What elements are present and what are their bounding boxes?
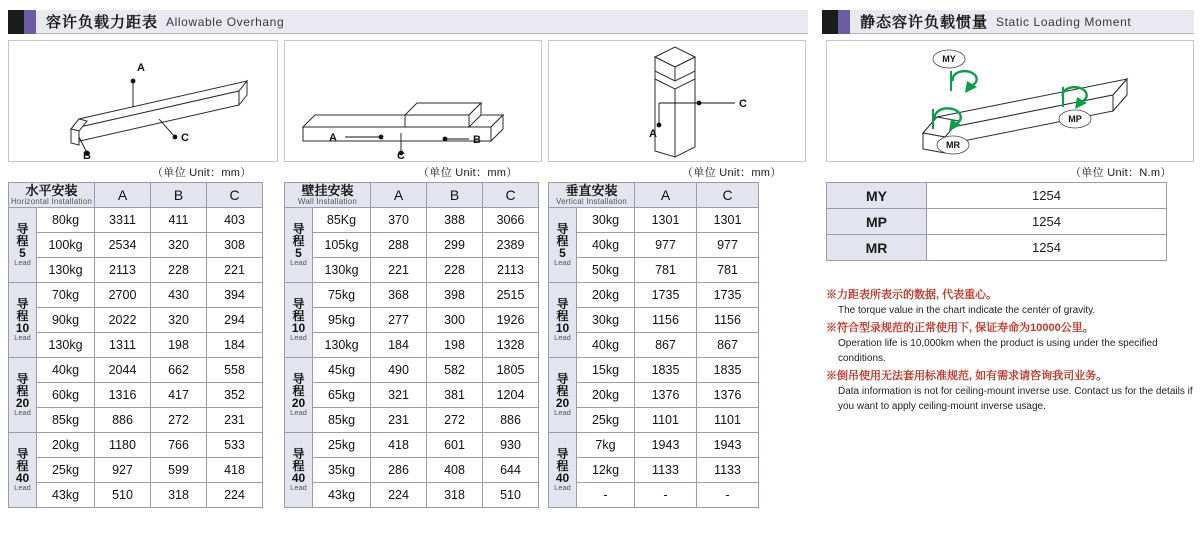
load-cell: 100kg	[37, 233, 95, 258]
value-cell-C: 1133	[697, 458, 759, 483]
value-cell-B: 299	[427, 233, 483, 258]
load-cell: 25kg	[313, 433, 371, 458]
value-cell-B: 381	[427, 383, 483, 408]
value-cell-B: 272	[151, 408, 207, 433]
table-row	[9, 308, 263, 333]
svg-text:B: B	[473, 134, 481, 146]
value-cell-B: 599	[151, 458, 207, 483]
table-row	[549, 458, 759, 483]
load-cell: 25kg	[577, 408, 635, 433]
value-cell-B: 398	[427, 283, 483, 308]
table-row	[549, 383, 759, 408]
load-cell: 85Kg	[313, 208, 371, 233]
moment-label: MP	[827, 209, 927, 235]
table-static-loading-moment	[826, 182, 1167, 261]
lead-group-cell: 导 程 10 Lead	[549, 283, 577, 358]
load-cell: 40kg	[577, 233, 635, 258]
table-row	[9, 233, 263, 258]
value-cell-A: 886	[95, 408, 151, 433]
value-cell-A: 1133	[635, 458, 697, 483]
value-cell-B: 430	[151, 283, 207, 308]
value-cell-C: 1101	[697, 408, 759, 433]
moment-row	[827, 209, 1167, 235]
section-title-cn: 容许负载力距表	[46, 14, 159, 31]
table-header-row	[285, 183, 539, 208]
table-header-row	[9, 183, 263, 208]
table-row	[9, 283, 263, 308]
section-title-cn: 静态容许负载惯量	[860, 14, 989, 31]
table-title-en: Wall Installation	[297, 196, 358, 206]
column-header-A: A	[635, 183, 697, 208]
table-horizontal-installation	[8, 182, 263, 508]
table-row	[9, 383, 263, 408]
load-cell: 20kg	[37, 433, 95, 458]
table-title-cell	[285, 183, 371, 208]
load-cell: 35kg	[313, 458, 371, 483]
unit-label-nm-moment: （单位 Unit：N.m）	[1070, 167, 1172, 179]
load-cell: 45kg	[313, 358, 371, 383]
column-header-A: A	[371, 183, 427, 208]
svg-text:A: A	[329, 132, 337, 144]
lead-group-cell: 导 程 40 Lead	[9, 433, 37, 508]
table-row	[9, 408, 263, 433]
table-row	[285, 333, 539, 358]
diagram-wall-installation	[284, 40, 542, 162]
svg-text:A: A	[137, 62, 145, 74]
value-cell-B: 601	[427, 433, 483, 458]
load-cell: 80kg	[37, 208, 95, 233]
table-row	[549, 208, 759, 233]
header-body	[850, 10, 1194, 34]
value-cell-C: 1376	[697, 383, 759, 408]
table-title-cn: 垂直安装	[565, 182, 618, 198]
value-cell-A: 2044	[95, 358, 151, 383]
value-cell-A: 1301	[635, 208, 697, 233]
table-row	[549, 333, 759, 358]
table-row	[285, 283, 539, 308]
table-row	[285, 308, 539, 333]
table-row	[9, 208, 263, 233]
load-cell: 30kg	[577, 208, 635, 233]
moment-row	[827, 183, 1167, 209]
value-cell-A: 1943	[635, 433, 697, 458]
note-en: The torque value in the chart indicate the center of gravity.	[838, 304, 1096, 316]
value-cell-C: 224	[207, 483, 263, 508]
lead-group-cell: 导 程 20 Lead	[285, 358, 313, 433]
value-cell-A: 224	[371, 483, 427, 508]
value-cell-C: -	[697, 483, 759, 508]
value-cell-B: 662	[151, 358, 207, 383]
notes-block	[826, 288, 1200, 417]
value-cell-A: 2113	[95, 258, 151, 283]
value-cell-A: 1180	[95, 433, 151, 458]
load-cell: 20kg	[577, 283, 635, 308]
moment-row	[827, 235, 1167, 261]
load-cell: 130kg	[37, 258, 95, 283]
table-row	[549, 258, 759, 283]
value-cell-C: 231	[207, 408, 263, 433]
load-cell: -	[577, 483, 635, 508]
table-row	[9, 433, 263, 458]
load-cell: 25kg	[37, 458, 95, 483]
note-item	[826, 288, 1200, 318]
value-cell-C: 2389	[483, 233, 539, 258]
value-cell-C: 1301	[697, 208, 759, 233]
value-cell-B: 198	[427, 333, 483, 358]
table-title-cell	[9, 183, 95, 208]
value-cell-C: 1943	[697, 433, 759, 458]
load-cell: 43kg	[313, 483, 371, 508]
table-row	[549, 283, 759, 308]
value-cell-A: 1311	[95, 333, 151, 358]
value-cell-C: 930	[483, 433, 539, 458]
value-cell-A: 2700	[95, 283, 151, 308]
diagram-static-loading-moment	[826, 40, 1194, 162]
load-cell: 105kg	[313, 233, 371, 258]
value-cell-A: 286	[371, 458, 427, 483]
value-cell-C: 867	[697, 333, 759, 358]
table-title-cn: 水平安装	[25, 182, 78, 198]
load-cell: 7kg	[577, 433, 635, 458]
svg-text:MP: MP	[1068, 114, 1082, 124]
value-cell-A: 418	[371, 433, 427, 458]
value-cell-A: 288	[371, 233, 427, 258]
value-cell-C: 1328	[483, 333, 539, 358]
value-cell-B: 300	[427, 308, 483, 333]
table-row	[549, 308, 759, 333]
svg-text:MY: MY	[942, 54, 956, 64]
value-cell-C: 510	[483, 483, 539, 508]
table-row	[285, 408, 539, 433]
table-vertical-installation	[548, 182, 759, 508]
table-row	[549, 483, 759, 508]
value-cell-B: 388	[427, 208, 483, 233]
value-cell-B: 582	[427, 358, 483, 383]
note-en: Data information is not for ceiling-mount inverse use. Contact us for the details if you want to apply ceiling-mount inverse usage.	[838, 386, 1193, 412]
value-cell-A: 927	[95, 458, 151, 483]
load-cell: 20kg	[577, 383, 635, 408]
lead-group-cell: 导 程 20 Lead	[9, 358, 37, 433]
wall-drawing	[285, 41, 541, 161]
table-header-row	[549, 183, 759, 208]
value-cell-A: 370	[371, 208, 427, 233]
table-row	[285, 358, 539, 383]
svg-text:A: A	[649, 128, 657, 140]
value-cell-C: 886	[483, 408, 539, 433]
table-row	[9, 458, 263, 483]
value-cell-B: 198	[151, 333, 207, 358]
table-row	[549, 408, 759, 433]
load-cell: 12kg	[577, 458, 635, 483]
table-title-en: Horizontal Installation	[10, 196, 93, 206]
value-cell-A: 368	[371, 283, 427, 308]
header-accent-dark	[822, 10, 838, 34]
note-item	[826, 369, 1200, 414]
value-cell-C: 781	[697, 258, 759, 283]
value-cell-B: 411	[151, 208, 207, 233]
section-header-allowable-overhang	[8, 10, 808, 34]
value-cell-A: 2022	[95, 308, 151, 333]
table-row	[285, 458, 539, 483]
load-cell: 40kg	[577, 333, 635, 358]
value-cell-C: 308	[207, 233, 263, 258]
value-cell-C: 394	[207, 283, 263, 308]
lead-group-cell: 导 程 5 Lead	[9, 208, 37, 283]
load-cell: 43kg	[37, 483, 95, 508]
table-row	[285, 208, 539, 233]
value-cell-A: 781	[635, 258, 697, 283]
vertical-drawing	[549, 41, 805, 161]
table-row	[549, 233, 759, 258]
unit-label-mm-vertical: （单位 Unit：mm）	[682, 167, 782, 179]
table-row	[9, 333, 263, 358]
table-row	[285, 483, 539, 508]
load-cell: 130kg	[313, 333, 371, 358]
value-cell-A: 510	[95, 483, 151, 508]
value-cell-B: 766	[151, 433, 207, 458]
value-cell-B: 318	[427, 483, 483, 508]
value-cell-B: 228	[151, 258, 207, 283]
table-title-cell	[549, 183, 635, 208]
value-cell-A: 1156	[635, 308, 697, 333]
value-cell-C: 1156	[697, 308, 759, 333]
value-cell-A: 1735	[635, 283, 697, 308]
value-cell-A: 1101	[635, 408, 697, 433]
column-header-A: A	[95, 183, 151, 208]
value-cell-C: 1805	[483, 358, 539, 383]
value-cell-A: 1316	[95, 383, 151, 408]
table-row	[9, 483, 263, 508]
value-cell-C: 352	[207, 383, 263, 408]
load-cell: 70kg	[37, 283, 95, 308]
column-header-C: C	[483, 183, 539, 208]
table-row	[549, 358, 759, 383]
value-cell-A: 977	[635, 233, 697, 258]
value-cell-C: 644	[483, 458, 539, 483]
value-cell-A: 277	[371, 308, 427, 333]
table-row	[549, 433, 759, 458]
load-cell: 15kg	[577, 358, 635, 383]
value-cell-C: 184	[207, 333, 263, 358]
value-cell-A: 1835	[635, 358, 697, 383]
lead-group-cell: 导 程 5 Lead	[549, 208, 577, 283]
svg-text:C: C	[739, 98, 747, 110]
load-cell: 75kg	[313, 283, 371, 308]
value-cell-A: 184	[371, 333, 427, 358]
lead-group-cell: 导 程 10 Lead	[285, 283, 313, 358]
load-cell: 65kg	[313, 383, 371, 408]
value-cell-C: 418	[207, 458, 263, 483]
value-cell-A: 2534	[95, 233, 151, 258]
value-cell-B: 272	[427, 408, 483, 433]
table-row	[285, 258, 539, 283]
value-cell-C: 294	[207, 308, 263, 333]
value-cell-B: 417	[151, 383, 207, 408]
header-accent-purple	[24, 10, 36, 34]
column-header-B: B	[427, 183, 483, 208]
value-cell-A: 3311	[95, 208, 151, 233]
value-cell-C: 1926	[483, 308, 539, 333]
load-cell: 40kg	[37, 358, 95, 383]
table-title-en: Vertical Installation	[556, 196, 627, 206]
load-cell: 50kg	[577, 258, 635, 283]
moment-value: 1254	[927, 235, 1167, 261]
note-en: Operation life is 10,000km when the product is using under the specified conditions.	[838, 338, 1158, 364]
value-cell-A: -	[635, 483, 697, 508]
unit-label-mm-wall: （单位 Unit：mm）	[418, 167, 518, 179]
header-body	[36, 10, 808, 34]
moment-label: MR	[827, 235, 927, 261]
header-accent-purple	[838, 10, 850, 34]
table-row	[9, 258, 263, 283]
value-cell-C: 558	[207, 358, 263, 383]
value-cell-C: 3066	[483, 208, 539, 233]
value-cell-A: 221	[371, 258, 427, 283]
unit-label-mm-horizontal: （单位 Unit：mm）	[152, 167, 252, 179]
moment-drawing	[827, 41, 1193, 161]
load-cell: 30kg	[577, 308, 635, 333]
moment-label: MY	[827, 183, 927, 209]
value-cell-B: 320	[151, 308, 207, 333]
svg-text:C: C	[397, 150, 405, 161]
value-cell-C: 2113	[483, 258, 539, 283]
lead-group-cell: 导 程 40 Lead	[549, 433, 577, 508]
value-cell-A: 321	[371, 383, 427, 408]
header-accent-dark	[8, 10, 24, 34]
value-cell-A: 1376	[635, 383, 697, 408]
section-header-static-loading-moment	[822, 10, 1194, 34]
value-cell-C: 1204	[483, 383, 539, 408]
load-cell: 130kg	[37, 333, 95, 358]
value-cell-C: 403	[207, 208, 263, 233]
note-cn: ※符合型录规范的正常使用下, 保证寿命为10000公里。	[826, 322, 1094, 335]
value-cell-C: 533	[207, 433, 263, 458]
diagram-vertical-installation	[548, 40, 806, 162]
lead-group-cell: 导 程 40 Lead	[285, 433, 313, 508]
svg-text:MR: MR	[946, 140, 960, 150]
table-row	[285, 383, 539, 408]
load-cell: 130kg	[313, 258, 371, 283]
section-title-en: Allowable Overhang	[166, 14, 285, 29]
value-cell-C: 1835	[697, 358, 759, 383]
table-wall-installation	[284, 182, 539, 508]
table-row	[285, 433, 539, 458]
value-cell-A: 490	[371, 358, 427, 383]
value-cell-C: 221	[207, 258, 263, 283]
svg-text:C: C	[181, 132, 189, 144]
value-cell-B: 318	[151, 483, 207, 508]
note-cn: ※力距表所表示的数据, 代表重心。	[826, 289, 998, 301]
note-cn: ※倒吊使用无法套用标准规范, 如有需求请咨询我司业务。	[826, 370, 1108, 383]
table-row	[9, 358, 263, 383]
lead-group-cell: 导 程 10 Lead	[9, 283, 37, 358]
lead-group-cell: 导 程 5 Lead	[285, 208, 313, 283]
value-cell-B: 408	[427, 458, 483, 483]
diagram-horizontal-installation	[8, 40, 278, 162]
load-cell: 95kg	[313, 308, 371, 333]
moment-value: 1254	[927, 183, 1167, 209]
value-cell-B: 228	[427, 258, 483, 283]
load-cell: 85kg	[37, 408, 95, 433]
column-header-C: C	[207, 183, 263, 208]
column-header-C: C	[697, 183, 759, 208]
section-title-en: Static Loading Moment	[996, 14, 1132, 29]
moment-value: 1254	[927, 209, 1167, 235]
table-row	[285, 233, 539, 258]
value-cell-C: 977	[697, 233, 759, 258]
value-cell-A: 231	[371, 408, 427, 433]
table-title-cn: 壁挂安装	[301, 182, 354, 198]
horizontal-drawing	[9, 41, 277, 161]
load-cell: 60kg	[37, 383, 95, 408]
value-cell-C: 2515	[483, 283, 539, 308]
value-cell-B: 320	[151, 233, 207, 258]
lead-group-cell: 导 程 20 Lead	[549, 358, 577, 433]
column-header-B: B	[151, 183, 207, 208]
load-cell: 90kg	[37, 308, 95, 333]
value-cell-C: 1735	[697, 283, 759, 308]
svg-text:B: B	[83, 150, 91, 161]
value-cell-A: 867	[635, 333, 697, 358]
load-cell: 85kg	[313, 408, 371, 433]
note-item	[826, 321, 1200, 366]
